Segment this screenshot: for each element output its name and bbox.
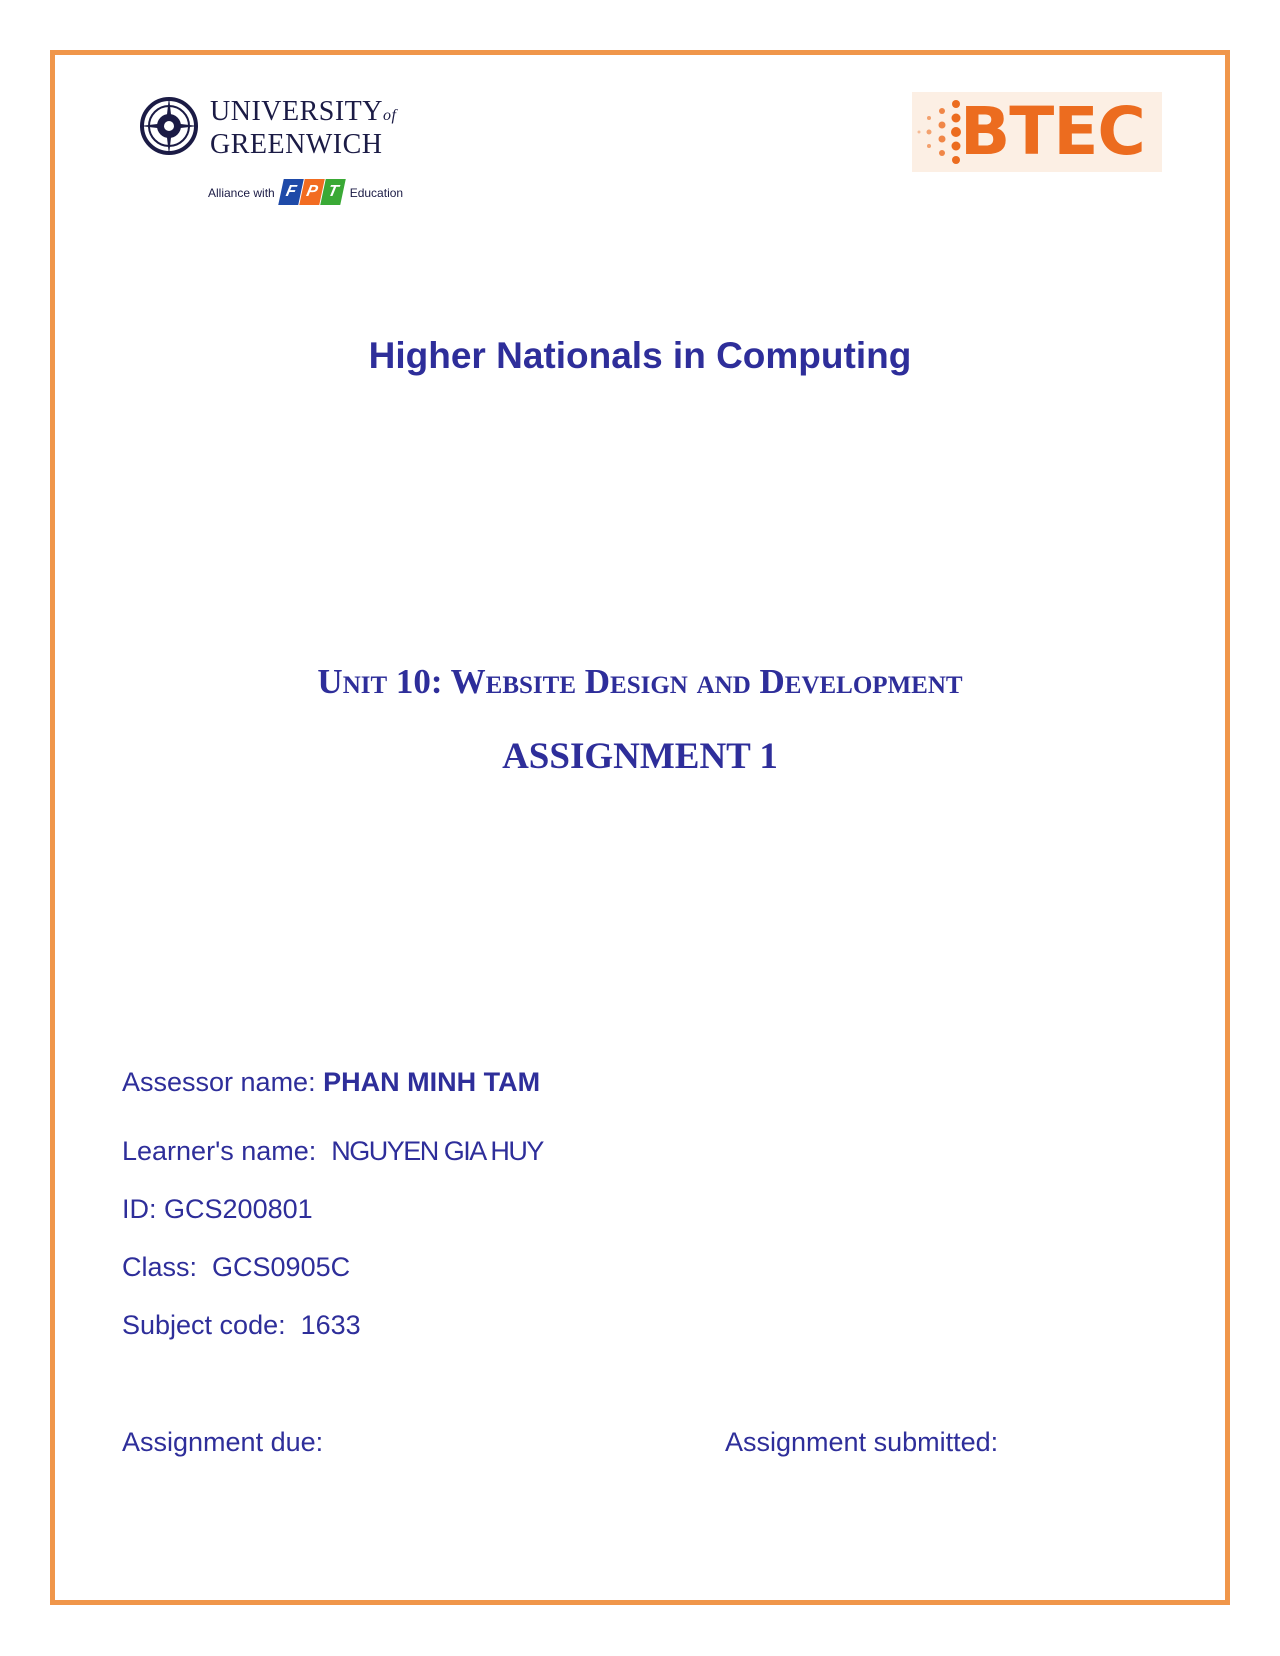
btec-dots-icon — [916, 96, 964, 168]
alliance-line: Alliance with F P T Education — [208, 178, 403, 208]
unit-title: Unit 10: Website Design and Development — [317, 662, 963, 701]
id-label: ID: — [122, 1194, 157, 1224]
page-border — [50, 50, 1230, 1605]
btec-wordmark: BTEC — [960, 93, 1145, 170]
btec-logo — [912, 92, 1162, 172]
subject-code-label: Subject code: — [122, 1310, 286, 1340]
assessor-value: PHAN MINH TAM — [323, 1067, 541, 1097]
class-line — [122, 1252, 350, 1283]
assignment-submitted-label: Assignment submitted: — [725, 1427, 999, 1457]
class-value: GCS0905C — [212, 1252, 351, 1282]
assignment-due-label: Assignment due: — [122, 1427, 324, 1457]
subject-code-line — [122, 1310, 361, 1341]
learner-line — [122, 1136, 543, 1167]
learner-label: Learner's name: — [122, 1136, 317, 1166]
assessor-label: Assessor name: — [122, 1067, 316, 1097]
university-of-greenwich-logo — [138, 95, 428, 210]
assessor-line — [122, 1067, 540, 1098]
id-value: GCS200801 — [164, 1194, 313, 1224]
fpt-logo: F P T — [281, 179, 344, 207]
learner-value: NGUYEN GIA HUY — [331, 1136, 543, 1166]
class-label: Class: — [122, 1252, 198, 1282]
compass-crest-icon — [138, 95, 200, 157]
subject-code-value: 1633 — [300, 1310, 361, 1340]
assignment-title: ASSIGNMENT 1 — [502, 736, 778, 777]
university-name: UNIVERSITYof GREENWICH — [210, 96, 397, 160]
id-line — [122, 1194, 313, 1225]
program-title: Higher Nationals in Computing — [368, 335, 912, 376]
